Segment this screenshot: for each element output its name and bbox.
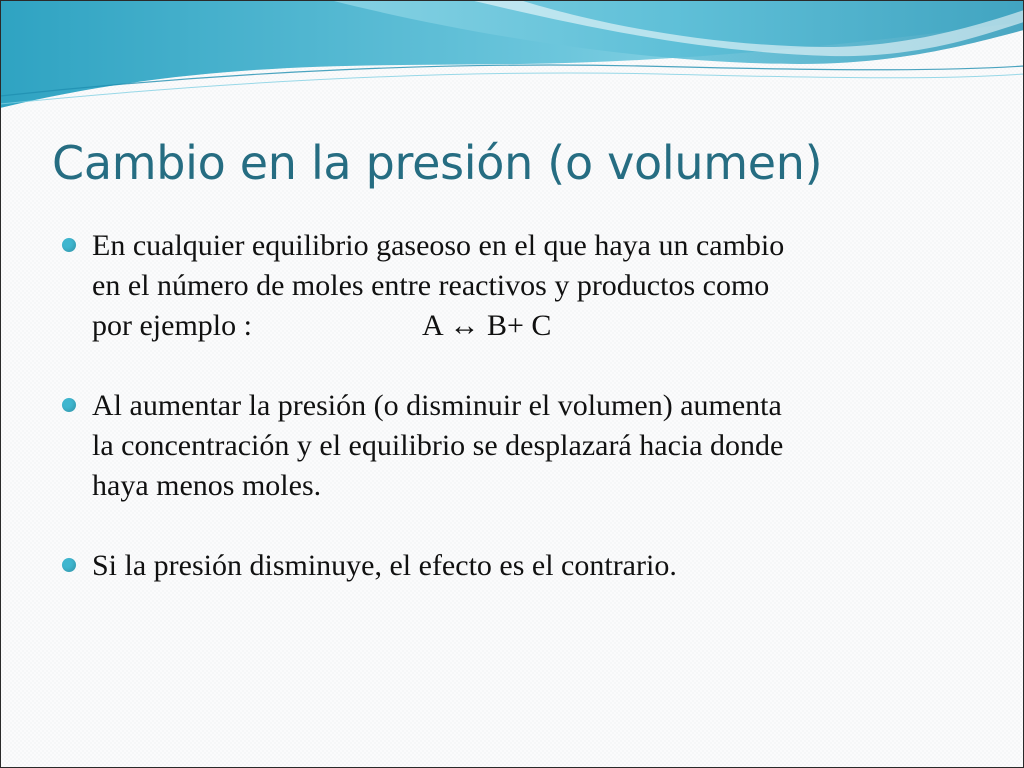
bullet-example-line <box>92 306 962 346</box>
bullet-item <box>62 386 962 506</box>
example-prefix: por ejemplo : <box>92 309 252 342</box>
bullet-dot-icon <box>62 238 76 252</box>
bullet-text-line: Al aumentar la presión (o disminuir el volumen) aumenta <box>92 389 782 422</box>
slide-title: Cambio en la presión (o volumen) <box>52 136 823 190</box>
bullet-item <box>62 546 962 586</box>
bullet-item <box>62 226 962 346</box>
example-equation: A ↔ B+ C <box>421 309 552 342</box>
header-wave-decoration <box>0 0 1024 120</box>
bullet-text-line: haya menos moles. <box>92 469 322 502</box>
bullet-text-line: la concentración y el equilibrio se desplazará hacia donde <box>92 429 784 462</box>
bullet-dot-icon <box>62 558 76 572</box>
bullet-text-line: Si la presión disminuye, el efecto es el contrario. <box>92 549 677 582</box>
bullet-list <box>62 226 962 586</box>
bullet-text-line: en el número de moles entre reactivos y productos como <box>92 269 770 302</box>
bullet-text-line: En cualquier equilibrio gaseoso en el que haya un cambio <box>92 229 785 262</box>
bullet-dot-icon <box>62 398 76 412</box>
